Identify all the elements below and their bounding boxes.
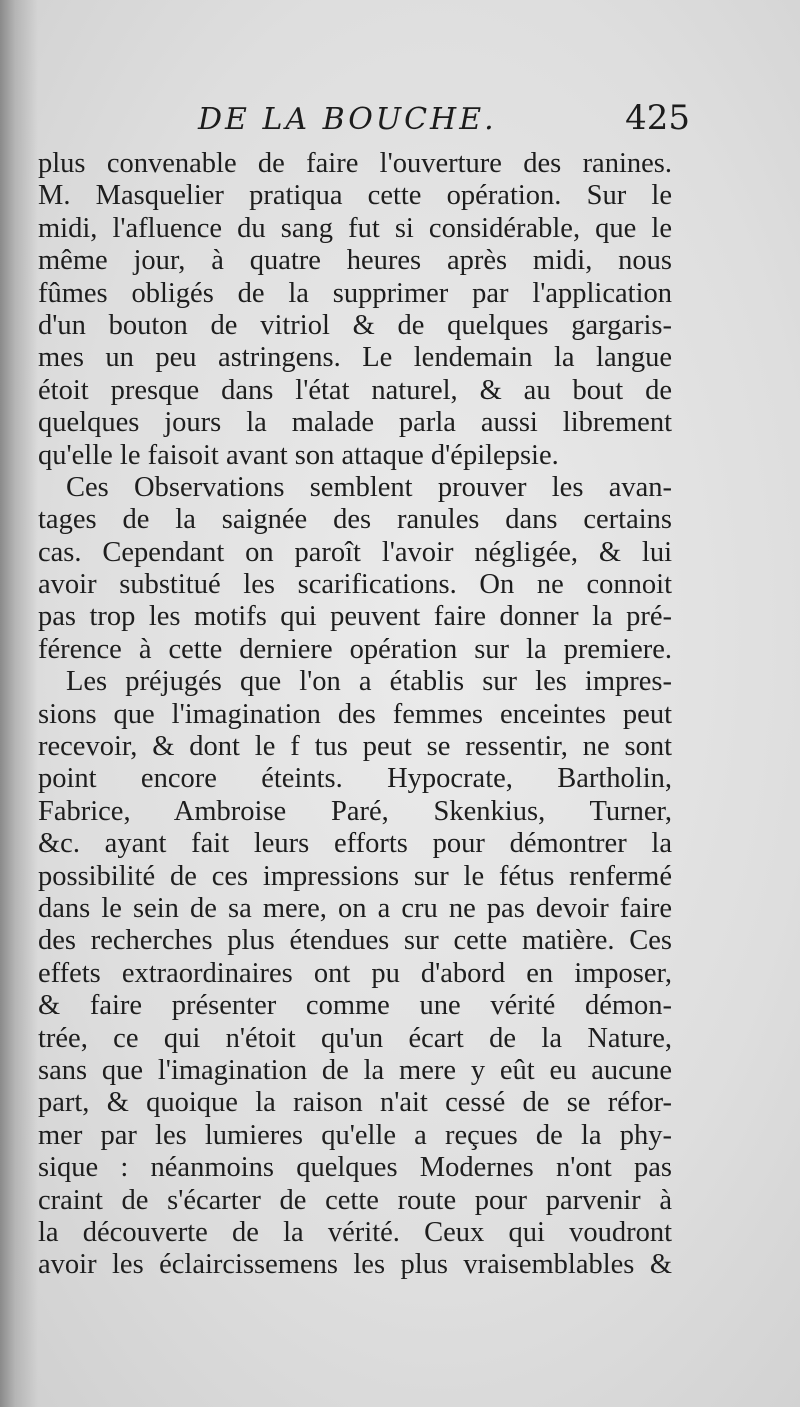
text-line: férence à cette derniere opération sur la premiere. (38, 633, 672, 665)
text-line: la découverte de la vérité. Ceux qui voudront (38, 1216, 672, 1248)
text-line: fûmes obligés de la supprimer par l'application (38, 277, 672, 309)
text-line: craint de s'écarter de cette route pour parvenir à (38, 1184, 672, 1216)
text-line: effets extraordinaires ont pu d'abord en imposer, (38, 957, 672, 989)
text-line: part, & quoique la raison n'ait cessé de se réfor- (38, 1087, 672, 1119)
text-line: sans que l'imagination de la mere y eût eu aucune (38, 1054, 672, 1086)
running-head-title: DE LA BOUCHE. (198, 102, 497, 137)
binding-gutter-shadow (0, 0, 38, 1407)
text-line: quelques jours la malade parla aussi librement (38, 407, 672, 439)
text-line: cas. Cependant on paroît l'avoir négligée, & lui (38, 536, 672, 568)
text-line: trée, ce qui n'étoit qu'un écart de la Nature, (38, 1022, 672, 1054)
text-line: M. Masquelier pratiqua cette opération. Sur le (38, 180, 672, 212)
text-line: possibilité de ces impressions sur le fétus renfermé (38, 860, 672, 892)
text-line: d'un bouton de vitriol & de quelques gargaris- (38, 309, 672, 341)
text-line: avoir substitué les scarifications. On ne connoit (38, 569, 672, 601)
text-line: point encore éteints. Hypocrate, Bartholin, (38, 763, 672, 795)
page-number: 425 (625, 98, 690, 138)
paragraph-first-line: Ces Observations semblent prouver les avan- (66, 471, 672, 503)
text-line: mes un peu astringens. Le lendemain la langue (38, 342, 672, 374)
running-head (50, 98, 690, 148)
text-line: & faire présenter comme une vérité démon- (38, 990, 672, 1022)
text-line: sions que l'imagination des femmes enceintes peut (38, 698, 672, 730)
text-line: pas trop les motifs qui peuvent faire donner la pré- (38, 601, 672, 633)
text-line: qu'elle le faisoit avant son attaque d'épilepsie. (38, 439, 559, 471)
text-line: mer par les lumieres qu'elle a reçues de la phy- (38, 1119, 672, 1151)
body-text (38, 148, 672, 1282)
text-line: &c. ayant fait leurs efforts pour démontrer la (38, 828, 672, 860)
text-line: recevoir, & dont le f tus peut se ressentir, ne sont (38, 731, 672, 763)
text-line: étoit presque dans l'état naturel, & au bout de (38, 374, 672, 406)
text-line: même jour, à quatre heures après midi, nous (38, 245, 672, 277)
paragraph-first-line: Les préjugés que l'on a établis sur les impres- (66, 666, 672, 698)
text-line: des recherches plus étendues sur cette matière. Ces (38, 925, 672, 957)
text-line: Fabrice, Ambroise Paré, Skenkius, Turner, (38, 795, 672, 827)
text-line: avoir les éclaircissemens les plus vraisemblables & (38, 1249, 672, 1281)
text-line: sique : néanmoins quelques Modernes n'ont pas (38, 1152, 672, 1184)
text-line: tages de la saignée des ranules dans certains (38, 504, 672, 536)
text-line: midi, l'afluence du sang fut si considérable, que le (38, 212, 672, 244)
text-line: dans le sein de sa mere, on a cru ne pas devoir faire (38, 892, 672, 924)
text-line: plus convenable de faire l'ouverture des ranines. (38, 148, 672, 179)
